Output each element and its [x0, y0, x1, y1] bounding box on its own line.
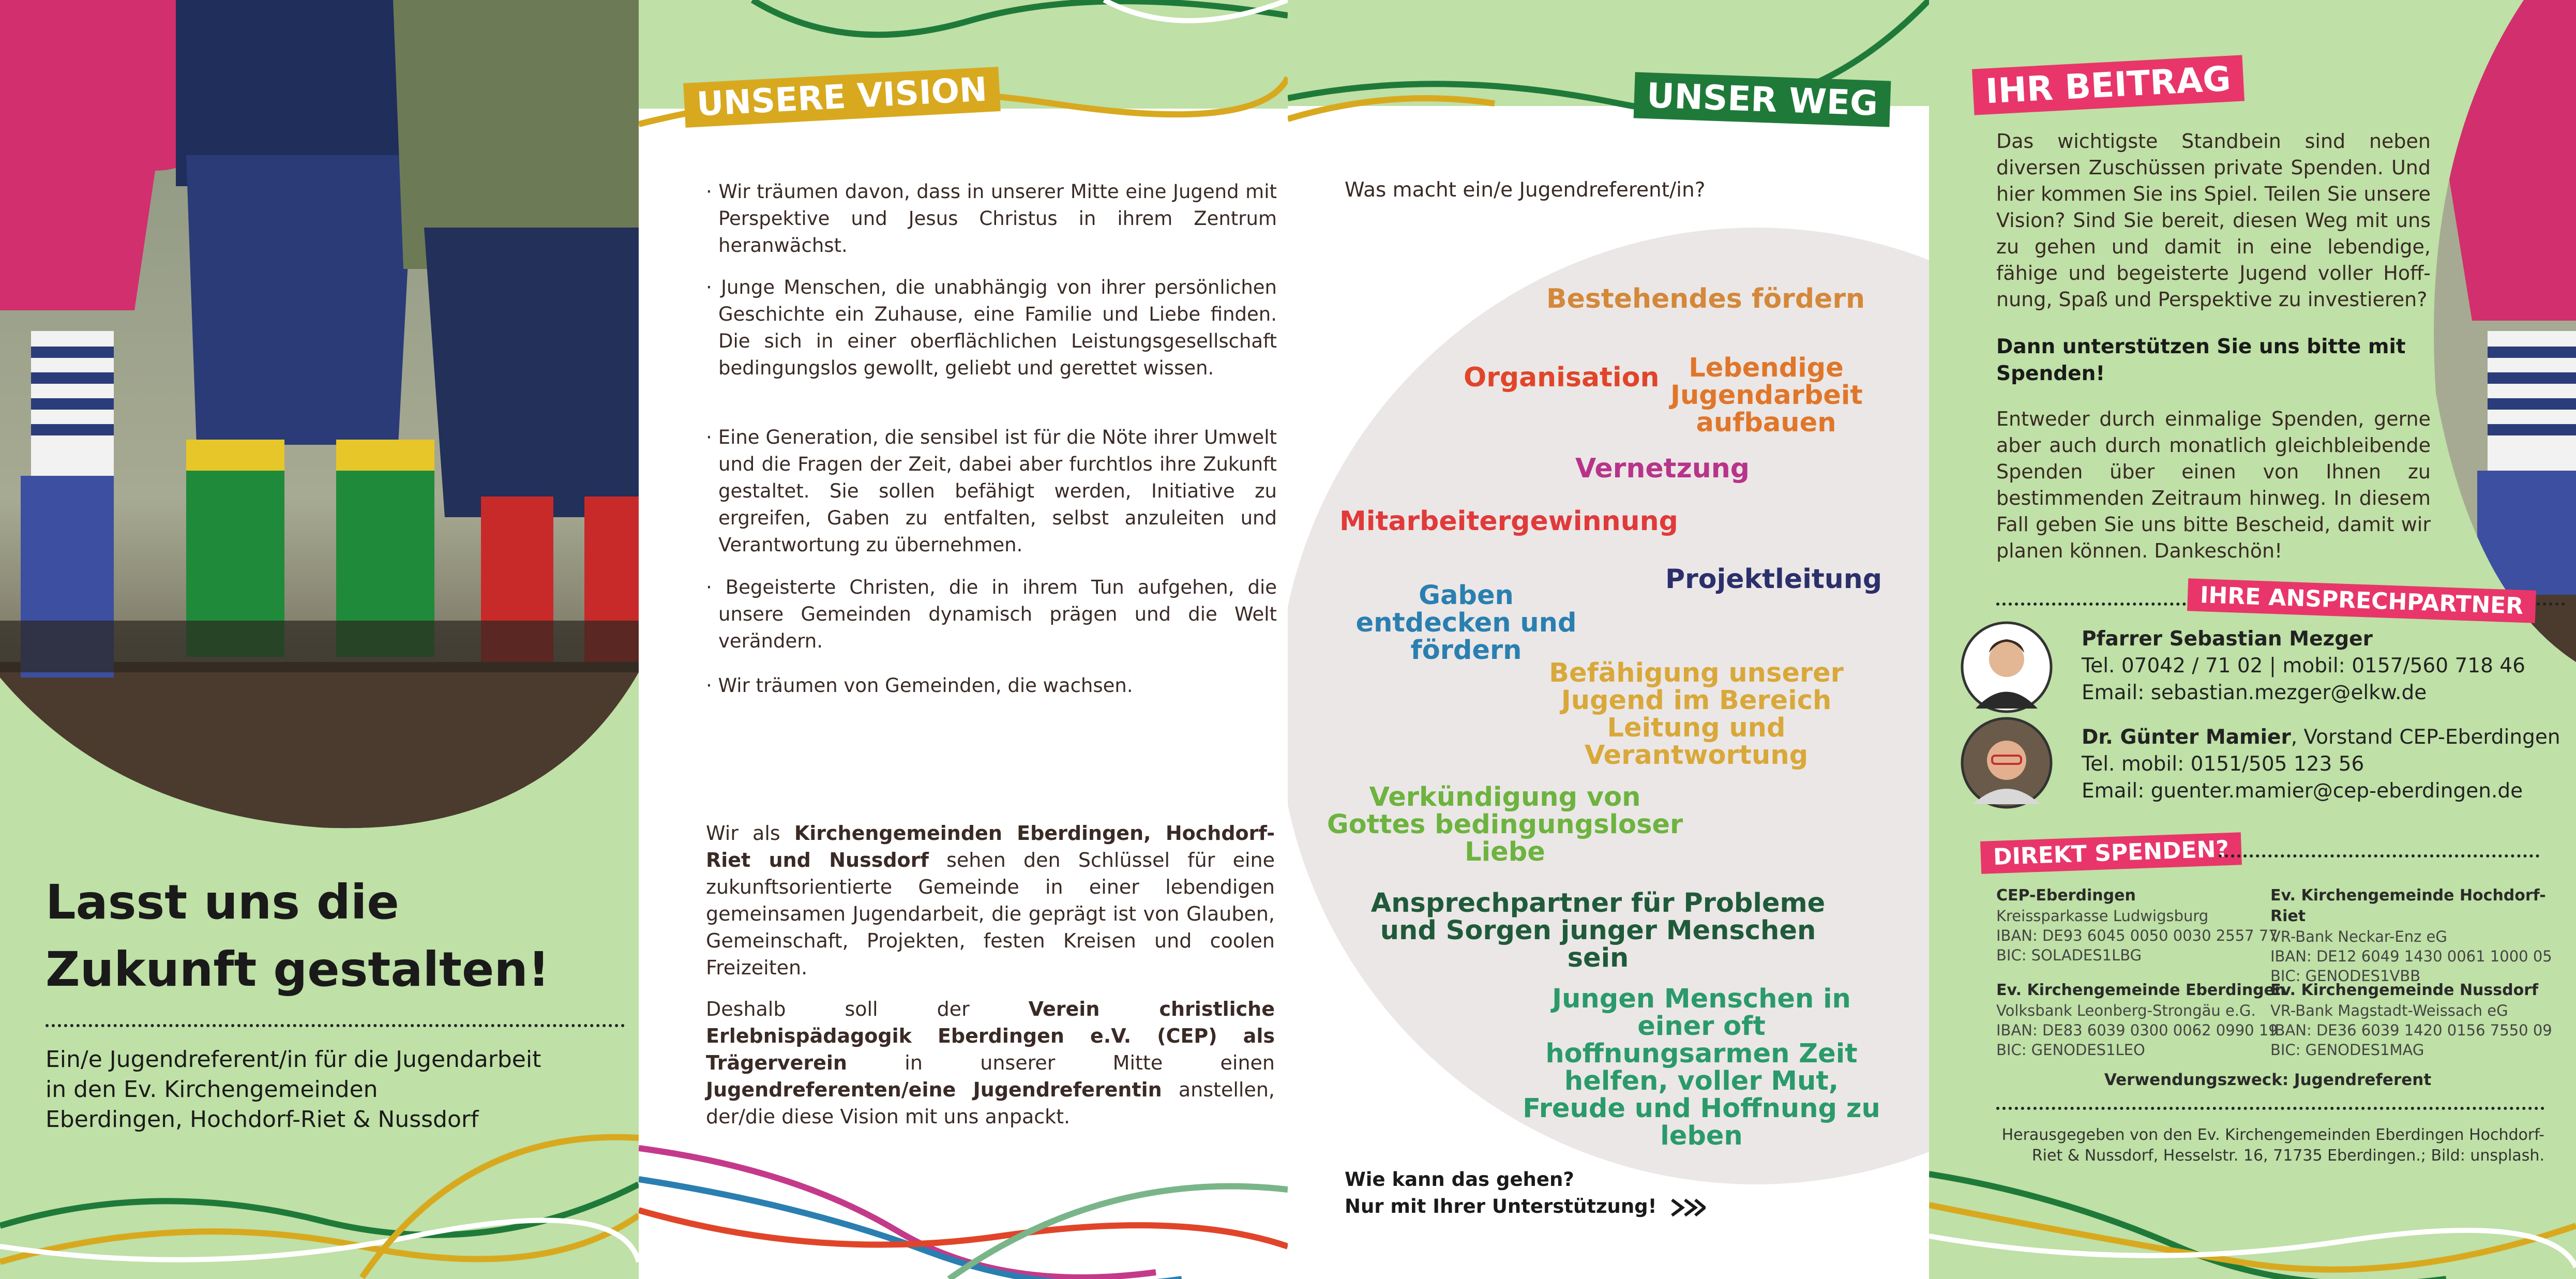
word-gaben: Gaben entdecken und fördern	[1355, 580, 1577, 666]
beitrag-paragraph-1: Das wichtigste Standbein sind neben diversen Zuschüssen private Spenden. Und hier kommen Sie ins Spiel. Teilen Sie unsere Vision? Sind Sie bereit, diesen Weg mit uns zu gehen und damit in eine lebendige, fähige und begeisterte Jugend voller Hoffnung, Spaß und Perspektive zu investieren?	[1996, 130, 2431, 311]
vision-tag: UNSERE VISION	[683, 67, 1001, 128]
headline-line-2: Zukunft gestalten!	[46, 942, 550, 997]
bottom-waves	[639, 1127, 1288, 1279]
beitrag-tag: IHR BEITRAG	[1972, 55, 2244, 115]
weg-tag: UNSER WEG	[1634, 72, 1891, 127]
word-bestehendes: Bestehendes fördern	[1546, 283, 1865, 314]
word-mitarbeitergewinnung: Mitarbeitergewinnung	[1339, 506, 1678, 537]
purpose: Verwendungszweck: Jugendreferent	[2104, 1071, 2432, 1089]
boots-photo	[0, 0, 639, 833]
divider	[46, 1024, 625, 1027]
headline-line-1: Lasst uns die	[46, 875, 399, 930]
donate-divider	[2219, 854, 2539, 857]
vision-bullet-5: · Wir träumen von Gemeinden, die wachsen.	[706, 674, 1133, 697]
vision-paragraph-2: Deshalb soll der Verein christliche Erlebnispädagogik Eberdingen e.V. (CEP) als Trägerverein in unserer Mitte einen Jugendreferenten/eine Jugendreferentin anstellen, der/die diese Vision mit uns anpackt.	[706, 998, 1275, 1128]
contacts-tag: IHRE ANSPRECHPARTNER	[2187, 578, 2536, 623]
vision-paragraph-1: Wir als Kirchengemeinden Eberdingen, Hochdorf-Riet und Nussdorf sehen den Schlüssel für eine zukunftsorientierte Gemeinde in einer lebendigen gemeinsamen Jugendarbeit, die geprägt ist von Glauben, Gemeinschaft, Projekten, festen Kreisen und coolen Freizeiten.	[706, 822, 1275, 979]
vision-bullet-4: · Begeisterte Christen, die in ihrem Tun aufgehen, die unsere Gemeinden dynamisch prägen und die Welt verändern.	[706, 576, 1277, 652]
word-verkuendigung: Verkündigung von Gottes bedingungsloser Liebe	[1327, 782, 1683, 867]
bank-nussdorf: Ev. Kirchengemeinde Nussdorf VR-Bank Magstadt-Weissach eG IBAN: DE36 6039 1420 0156 7550 09 BIC: GENODES1MAG	[2270, 981, 2552, 1059]
double-chevron-icon	[1669, 1197, 1706, 1218]
beitrag-panel	[1929, 0, 2576, 1279]
closing-answer: Nur mit Ihrer Unterstützung!	[1345, 1193, 1706, 1220]
vision-bullet-1: · Wir träumen davon, dass in unserer Mitte eine Jugend mit Perspektive und Jesus Christus in ihrem Zentrum heranwächst.	[706, 180, 1277, 257]
word-jungen-menschen: Jungen Menschen in einer oft hoffnungsarmen Zeit helfen, voller Mut, Freude und Hoffnung zu leben	[1523, 984, 1880, 1151]
word-projektleitung: Projektleitung	[1665, 564, 1882, 595]
vision-bullet-3: · Eine Generation, die sensibel ist für die Nöte ihrer Umwelt und die Fragen der Zeit, dabei aber furchtlos ihre Zukunft gestaltet. Sie sollen befähigt werden, Initiative zu ergreifen, Gaben zu entfalten, selbst anzuleiten und Verantwortung zu übernehmen.	[706, 426, 1277, 556]
word-organisation: Organisation	[1464, 362, 1660, 393]
weg-question: Was macht ein/e Jugendreferent/in?	[1345, 178, 1706, 202]
weg-panel	[1288, 0, 1929, 1279]
bottom-waves-4	[1929, 1164, 2576, 1279]
contact-mamier: Dr. Günter Mamier, Vorstand CEP-Eberdingen Tel. mobil: 0151/505 123 56 Email: guenter.mamier@cep-eberdingen.de	[2082, 726, 2560, 803]
avatar-mamier	[1960, 716, 2053, 809]
bank-cep: CEP-Eberdingen Kreissparkasse Ludwigsburg IBAN: DE93 6045 0050 0030 2557 77 BIC: SOLADES1LBG	[1996, 886, 2278, 964]
vision-bullet-2: · Junge Menschen, die unabhängig von ihrer persönlichen Geschichte ein Zuhause, eine Familie und Liebe finden. Die sich in einer oberflächlichen Leistungsgesellschaft bedingungslos gewollt, geliebt und gerettet wissen.	[706, 276, 1277, 379]
bank-hochdorf: Ev. Kirchengemeinde Hochdorf-Riet VR-Bank Neckar-Enz eG IBAN: DE12 6049 1430 0061 1000 05 BIC: GENODES1VBB	[2270, 886, 2552, 985]
beitrag-bold: Dann unterstützen Sie uns bitte mit Spenden!	[1996, 335, 2406, 385]
imprint-divider	[1996, 1107, 2544, 1110]
beitrag-paragraph-2: Entweder durch einmalige Spenden, gerne aber auch durch monatlich gleichbleibende Spenden über einen von Ihnen zu bestimmenden Zeitraum hinweg. In diesem Fall geben Sie uns bitte Bescheid, damit wir planen können. Dankeschön!	[1996, 408, 2431, 562]
cover-panel	[0, 0, 639, 1279]
closing-question: Wie kann das gehen?	[1345, 1168, 1574, 1191]
vision-panel	[639, 0, 1288, 1279]
avatar-mezger	[1960, 621, 2053, 714]
word-befaehigung: Befähigung unserer Jugend im Bereich Leitung und Verantwortung	[1549, 658, 1844, 771]
subtitle-line-2: in den Ev. Kirchengemeinden	[46, 1076, 378, 1103]
contact-mezger: Pfarrer Sebastian Mezger Tel. 07042 / 71 02 | mobil: 0157/560 718 46 Email: sebastian.mezger@elkw.de	[2082, 627, 2525, 704]
donate-tag: DIREKT SPENDEN?	[1980, 832, 2242, 874]
subtitle-line-3: Eberdingen, Hochdorf-Riet & Nussdorf	[46, 1106, 479, 1133]
bank-eberdingen: Ev. Kirchengemeinde Eberdingen Volksbank Leonberg-Strongäu e.G. IBAN: DE83 6039 0300 0062 0990 19 BIC: GENODES1LEO	[1996, 981, 2286, 1059]
imprint: Herausgegeben von den Ev. Kirchengemeinden Eberdingen Hochdorf- Riet & Nussdorf, Hesselstr. 16, 71735 Eberdingen.; Bild: unsplash.	[2001, 1126, 2544, 1165]
word-ansprechpartner: Ansprechpartner für Probleme und Sorgen junger Menschen sein	[1370, 888, 1826, 973]
subtitle-line-1: Ein/e Jugendreferent/in für die Jugendarbeit	[46, 1046, 541, 1073]
decorative-waves	[0, 1107, 639, 1279]
word-vernetzung: Vernetzung	[1575, 453, 1750, 484]
word-lebendige: Lebendige Jugendarbeit aufbauen	[1670, 353, 1863, 438]
